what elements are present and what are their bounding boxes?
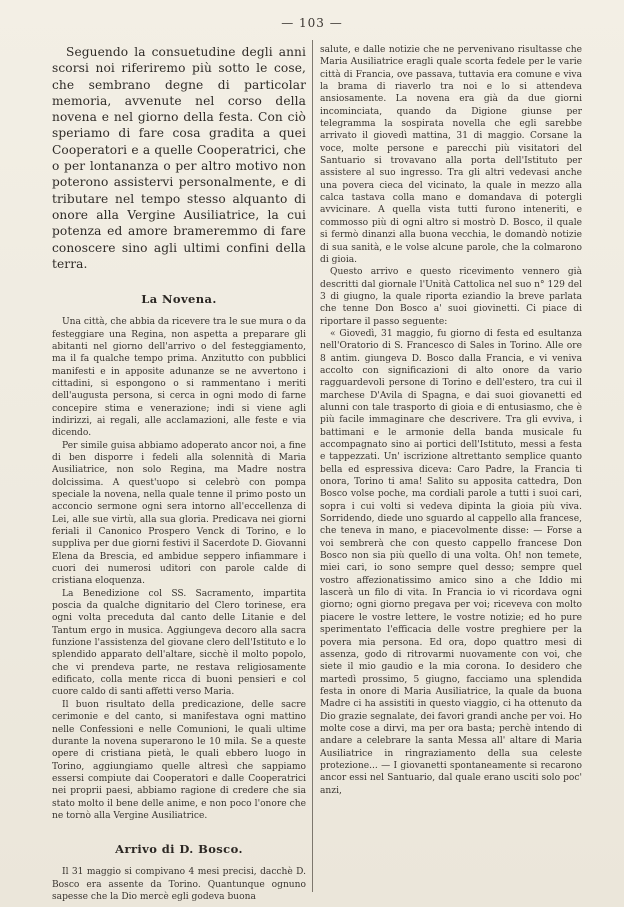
intro-paragraph: Seguendo la consuetudine degli anni scorsi noi riferiremo più sotto le cose, che sembrano degne di particolar memoria, avvenute nel corso della novena e nel giorno della festa. Con ciò speriamo di fare cosa gradita a quei Cooperatori e a quelle Cooperatrici, che o per lontananza o per altro motivo non poterono assistervi personalmente, e di tributare nel tempo stesso alquanto di onore alla Vergine Ausiliatrice, la cui potenza ed amore brameremmo di fare conoscere sino agli ultimi confini della terra. bbox=[52, 45, 306, 271]
novena-paragraph-4: Il buon risultato della predicazione, delle sacre cerimonie e del canto, si manifestava ogni mattino nelle Confessioni e nelle Comunioni, le quali ultime durante la novena superarono le 10 mila. Se a queste opere di cristiana pietà, le quali ebbero luogo in Torino, aggiungiamo quelle altresì che sappiamo essersi compiute dai Cooperatori e dalle Cooperatrici nei proprii paesi, abbiamo ragione di credere che sia stato molto il bene delle anime, e non poco l'onore che ne tornò alla Vergine Ausiliatrice. bbox=[52, 699, 306, 821]
right-paragraph-2: Questo arrivo e questo ricevimento vennero già descritti dal giornale l'Unità Cattolica nel suo n° 129 del 3 di giugno, la quale riporta eziandio la breve parlata che tenne Don Bosco a' suoi giovinetti. Ci piace di riportare il passo seguente: bbox=[320, 267, 582, 327]
intro-section bbox=[52, 44, 306, 272]
novena-section bbox=[52, 316, 306, 822]
page-number: — 103 — bbox=[281, 16, 343, 30]
left-column bbox=[52, 44, 306, 902]
novena-heading: La Novena. bbox=[141, 292, 217, 307]
arrivo-heading: Arrivo di D. Bosco. bbox=[115, 842, 243, 857]
column-divider bbox=[312, 40, 313, 892]
right-paragraph-1: salute, e dalle notizie che ne pervenivano risultasse che Maria Ausiliatrice eragli quale scorta fedele per le varie città di Francia, ove passava, tuttavia era comune e viva la brama di riaverlo tra noi e lo si attendeva ansiosamente. La novena era già da due giorni incominciata, quando da Digione giunse per telegramma la sospirata novella che egli sarebbe arrivato il giovedì mattina, 31 di maggio. Corsane la voce, molte persone e parecchi più visitatori del Santuario si trovavano alla porta dell'Istituto per assistere al suo ingresso. Tra gli altri vedevasi anche una povera cieca del vicinato, la quale in mezzo alla calca tastava colla mano e domandava di potergli avvicinare. A quella vista tutti furono inteneriti, e commosso più di ogni altro si mostrò D. Bosco, il quale si fermò dinanzi alla buona vecchia, le domandò notizie di sua sanità, e le volse alcune parole, che la colmarono di gioia. bbox=[320, 45, 582, 265]
right-column-text bbox=[320, 44, 582, 797]
arrivo-paragraph-1: Il 31 maggio si compivano 4 mesi precisi, dacchè D. Bosco era assente da Torino. Quantunque ognuno sapesse che la Dio mercè egli godeva buona bbox=[52, 867, 306, 902]
novena-paragraph-1: Una città, che abbia da ricevere tra le sue mura o da festeggiare una Regina, non aspetta a preparare gli abitanti nel giorno dell'arrivo o del festeggiamento, ma il fa qualche tempo prima. Anzitutto con pubblici manifesti e in apposite adunanze se ne avvertono i cittadini, si espongono o si rammentano i meriti dell'augusta persona, si cerca in ogni modo di farne concepire stima e venerazione; indi si viene agli indirizzi, ai regali, alle acclamazioni, alle feste e via dicendo. bbox=[52, 317, 306, 439]
novena-paragraph-2: Per simile guisa abbiamo adoperato ancor noi, a fine di ben disporre i fedeli alla solennità di Maria Ausiliatrice, non solo Regina, ma Madre nostra dolcissima. A quest'uopo si celebrò con pompa speciale la novena, nella quale tenne il primo posto un acconcio sermone ogni sera intorno all'eccellenza di Lei, alle sue virtù, alla sua gloria. Predicava nei giorni feriali il Canonico Prospero Venck di Torino, e lo suppliva per due giorni festivi il Sacerdote D. Giovanni Elena da Brescia, ed ambidue seppero infiammare i cuori dei numerosi uditori con parole calde di cristiana eloquenza. bbox=[52, 440, 306, 587]
arrivo-section bbox=[52, 866, 306, 903]
right-paragraph-3: « Giovedì, 31 maggio, fu giorno di festa ed esultanza nell'Oratorio di S. Francesco di Sales in Torino. Alle ore 8 antim. giungeva D. Bosco dalla Francia, e vi veniva accolto con significazioni di alto onore da vario ragguardevoli persone di Torino e dell'estero, tra cui il marchese D'Avila di Spagna, e dai suoi giovanetti ed alunni con tale trasporto di gioia e di entusiasmo, che è più facile immaginare che descrivere. Tra gli evviva, i battimani e le armonie della banda musicale fu accompagnato sino ai portici dell'Istituto, messi a festa e tappezzati. Un' iscrizione altrettanto semplice quanto bella ed espressiva diceva: Caro Padre, la Francia ti onora, Torino ti ama! Salito su apposita cattedra, Don Bosco volse poche, ma cordiali parole a tutti i suoi cari, sopra i cui volti si vedeva dipinta la gioia più viva. Sorridendo, diede uno sguardo al cappello alla francese, che teneva in mano, e piacevolmente disse: — Forse a voi sembrerà che con questo cappello francese Don Bosco non sia più quello di una volta. Oh! non temete, miei cari, io sono sempre quel desso; sempre quel vostro affezionatissimo amico sino a che Iddio mi lascerà un filo di vita. In Francia io vi ricordava ogni giorno; ogni giorno pregava per voi; riceveva con molto piacere le vostre lettere, le vostre notizie; ed ho pure sperimentato l'efficacia delle vostre preghiere per la povera mia persona. Ed ora, dopo quattro mesi di assenza, godo di ritrovarmi nuovamente con voi, che siete il mio gaudio e la mia corona. Io desidero che martedì prossimo, 5 giugno, facciamo una splendida festa in onore di Maria Ausiliatrice, la quale da buona Madre ci ha assistiti in questo viaggio, ci ha ottenuto da Dio grazie segnalate, dei favori grandi anche per voi. Ho molte cose a dirvi, ma per ora basta; perchè intendo di andare a celebrare la santa Messa all' altare di Maria Ausiliatrice in ringraziamento della sua celeste protezione... — I giovanetti spontaneamente si recarono ancor essi nel Santuario, dal quale erano usciti solo poc' anzi, bbox=[320, 328, 582, 796]
right-column bbox=[320, 44, 582, 894]
novena-paragraph-3: La Benedizione col SS. Sacramento, impartita poscia da qualche dignitario del Clero torinese, era ogni volta preceduta dal canto delle Litanie e del Tantum ergo in musica. Aggiungeva decoro alla sacra funzione l'assistenza del giovane clero dell'Istituto e lo splendido apparato dell'altare, sicchè il molto popolo, che vi prendeva parte, ne restava religiosamente edificato, colla mente ricca di buoni pensieri e col cuore caldo di santi affetti verso Maria. bbox=[52, 588, 306, 698]
